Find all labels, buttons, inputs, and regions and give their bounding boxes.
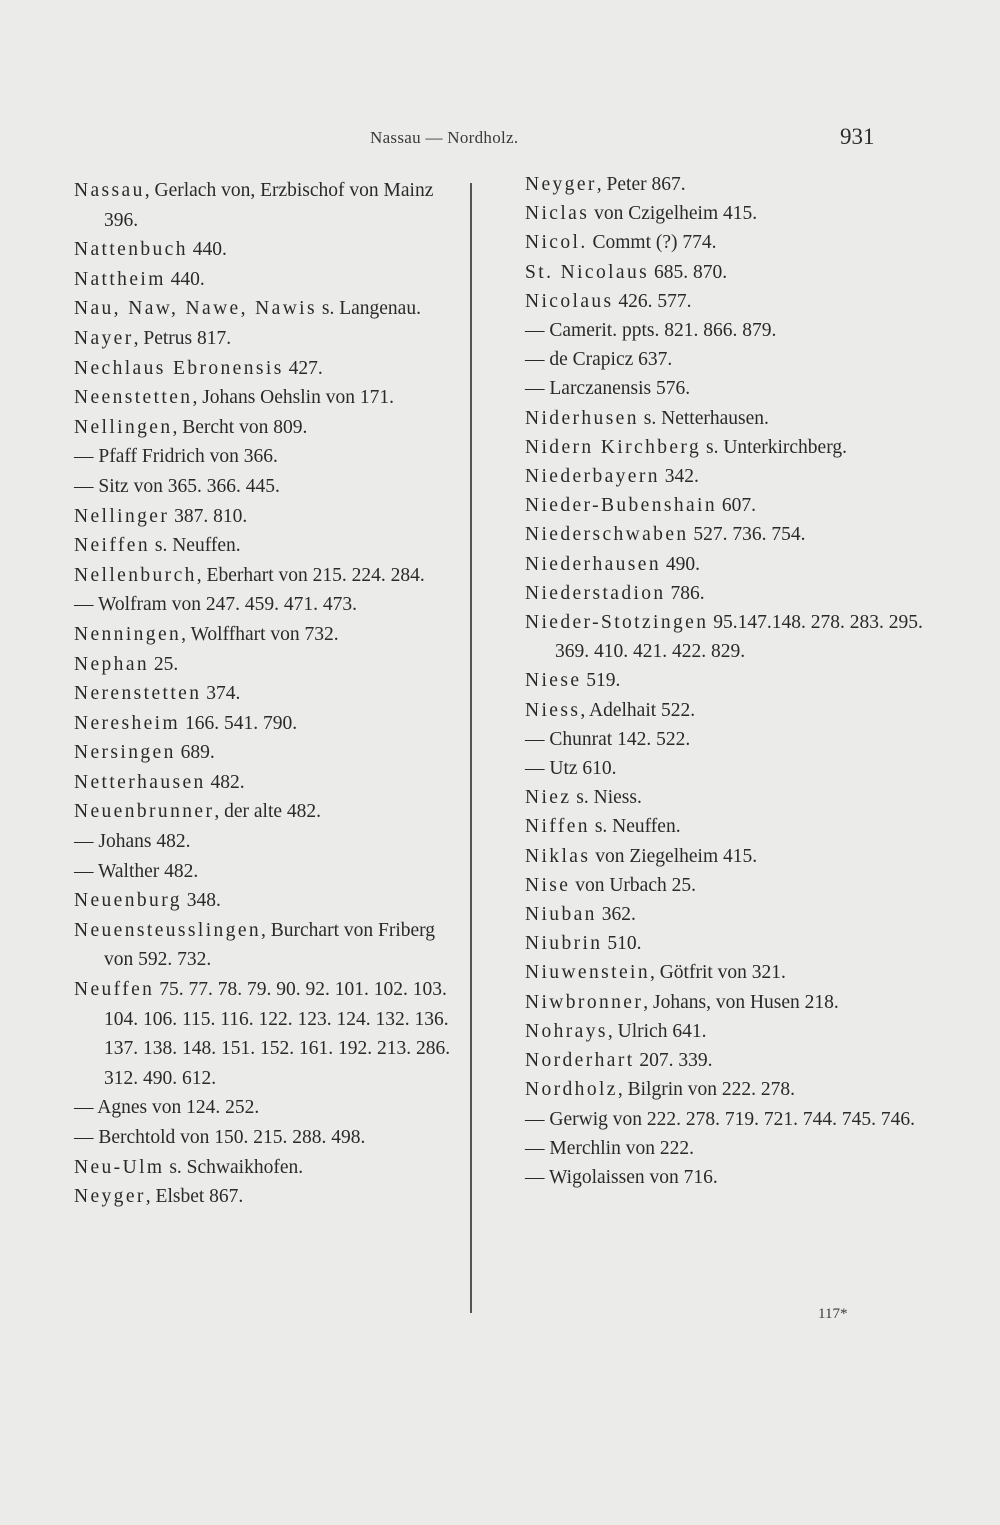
entry-references: 342. <box>659 466 699 488</box>
index-entry <box>74 975 466 1093</box>
index-entry <box>74 1153 466 1183</box>
entry-headword: Norderhart <box>525 1050 635 1072</box>
index-entry <box>74 1123 466 1153</box>
entry-headword: Niederhausen <box>525 553 662 575</box>
index-entry <box>525 491 925 520</box>
index-entry <box>74 235 466 265</box>
entry-references: von Czigelheim 415. <box>589 203 758 225</box>
entry-references: , Gerlach von, Erzbischof von Mainz 396. <box>104 180 434 231</box>
entry-headword: Niederstadion <box>525 582 666 604</box>
index-entry <box>525 812 925 841</box>
entry-headword: Niederschwaben <box>525 524 689 546</box>
entry-headword: Nerenstetten <box>74 683 202 705</box>
entry-references: — de Crapicz 637. <box>525 349 673 371</box>
index-entry <box>525 1075 925 1104</box>
entry-headword: Neyger <box>74 1186 146 1208</box>
entry-headword: Niuban <box>525 904 597 926</box>
left-column <box>74 176 466 1212</box>
entry-headword: St. Nicolaus <box>525 261 650 283</box>
index-entry <box>525 316 925 345</box>
index-entry <box>525 199 925 228</box>
entry-references: 207. 339. <box>634 1050 713 1072</box>
entry-headword: Niklas <box>525 845 591 867</box>
index-entry <box>74 768 466 798</box>
index-entry <box>74 324 466 354</box>
entry-headword: Niubrin <box>525 933 603 955</box>
entry-headword: Neresheim <box>74 712 181 734</box>
index-entry <box>525 958 925 987</box>
index-entry <box>525 345 925 374</box>
index-entry <box>74 679 466 709</box>
entry-headword: Nersingen <box>74 742 176 764</box>
entry-headword: Niwbronner <box>525 991 644 1013</box>
entry-references: — Camerit. ppts. 821. 866. 879. <box>525 320 777 342</box>
entry-references: — Wolfram von 247. 459. 471. 473. <box>74 594 357 616</box>
entry-references: , Bilgrin von 222. 278. <box>617 1079 795 1101</box>
entry-references: von Ziegelheim 415. <box>590 845 758 867</box>
entry-headword: Netterhausen <box>74 771 206 793</box>
index-entry <box>525 1163 925 1192</box>
entry-headword: Niderhusen <box>525 407 639 429</box>
entry-headword: Nattheim <box>74 268 166 290</box>
index-entry <box>525 1105 925 1134</box>
entry-references: — Merchlin von 222. <box>525 1137 694 1159</box>
index-entry <box>74 709 466 739</box>
index-entry <box>525 725 925 754</box>
entry-headword: Niederbayern <box>525 466 660 488</box>
entry-headword: Neiffen <box>74 535 150 557</box>
entry-headword: Niess <box>525 699 581 721</box>
index-entry <box>525 1134 925 1163</box>
index-entry <box>525 579 925 608</box>
index-entry <box>74 531 466 561</box>
entry-references: , der alte 482. <box>214 801 322 823</box>
index-entry <box>525 228 925 257</box>
entry-headword: Nellinger <box>74 505 170 527</box>
index-entry <box>74 1093 466 1123</box>
entry-references: 786. <box>665 582 705 604</box>
entry-references: 426. 577. <box>613 290 692 312</box>
entry-references: s. Neuffen. <box>589 816 681 838</box>
index-entry <box>74 590 466 620</box>
entry-headword: Nohrays <box>525 1020 608 1042</box>
entry-references: Commt (?) 774. <box>587 232 717 254</box>
index-entry <box>525 1046 925 1075</box>
entry-references: — Agnes von 124. 252. <box>74 1097 260 1119</box>
entry-headword: Nicolaus <box>525 290 614 312</box>
index-entry <box>525 1017 925 1046</box>
entry-references: , Johans, von Husen 218. <box>643 991 839 1013</box>
entry-references: 607. <box>717 495 757 517</box>
entry-references: , Burchart von Friberg von 592. 732. <box>104 919 436 971</box>
index-entry <box>74 620 466 650</box>
index-entry <box>525 550 925 579</box>
entry-headword: Neyger <box>525 174 597 195</box>
entry-references: s. Unterkirchberg. <box>701 436 847 458</box>
entry-headword: Neuensteusslingen <box>74 919 262 941</box>
entry-headword: Nayer <box>74 327 134 349</box>
entry-references: — Gerwig von 222. 278. 719. 721. 744. 745. 746. <box>525 1108 915 1130</box>
entry-headword: Nau, Naw, Nawe, Nawis <box>74 298 317 320</box>
entry-headword: Nephan <box>74 653 150 675</box>
entry-references: 387. 810. <box>169 505 248 527</box>
index-entry <box>525 871 925 900</box>
index-entry <box>525 929 925 958</box>
page-number: 931 <box>840 124 875 149</box>
entry-headword: Niez <box>525 787 572 809</box>
entry-headword: Nidern Kirchberg <box>525 436 702 458</box>
index-entry <box>74 916 466 975</box>
entry-references: — Sitz von 365. 366. 445. <box>74 475 280 497</box>
index-entry <box>74 354 466 384</box>
entry-references: , Wolffhart von 732. <box>181 623 339 645</box>
entry-headword: Neenstetten <box>74 387 193 409</box>
index-entry <box>74 886 466 916</box>
entry-references: s. Netterhausen. <box>638 407 769 429</box>
entry-references: — Pfaff Fridrich von 366. <box>74 446 278 468</box>
entry-headword: Niffen <box>525 816 590 838</box>
entry-references: , Ulrich 641. <box>607 1020 707 1042</box>
entry-references: , Petrus 817. <box>133 327 232 349</box>
entry-references: 75. 77. 78. 79. 90. 92. 101. 102. 103. 104. 106. 115. 116. 122. 123. 124. 132. 136. 137. 138. 148. 151. 152. 161. 192. 213. 286. 312. 490. 612. <box>104 979 451 1089</box>
running-title: Nassau — Nordholz. <box>370 128 519 147</box>
entry-references: , Götfrit von 321. <box>649 962 786 984</box>
entry-references: 362. <box>596 904 636 926</box>
index-entry <box>525 287 925 316</box>
index-entry <box>525 258 925 287</box>
entry-headword: Nicol. <box>525 232 588 254</box>
entry-references: , Adelhait 522. <box>580 699 696 721</box>
entry-headword: Niclas <box>525 203 590 225</box>
index-entry <box>525 433 925 462</box>
index-entry <box>525 170 925 199</box>
entry-references: , Bercht von 809. <box>172 416 308 438</box>
entry-references: — Utz 610. <box>525 758 617 780</box>
index-entry <box>74 413 466 443</box>
index-entry <box>525 404 925 433</box>
entry-references: 348. <box>181 890 221 912</box>
entry-references: von Urbach 25. <box>570 874 696 896</box>
entry-headword: Nise <box>525 874 571 896</box>
index-entry <box>74 176 466 235</box>
entry-references: s. Langenau. <box>317 298 421 320</box>
index-entry <box>525 374 925 403</box>
index-entry <box>525 520 925 549</box>
entry-references: — Berchtold von 150. 215. 288. 498. <box>74 1127 366 1148</box>
entry-references: 440. <box>165 268 205 290</box>
entry-references: , Peter 867. <box>596 174 686 195</box>
index-entry <box>525 666 925 695</box>
index-entry <box>525 988 925 1017</box>
entry-headword: Nieder-Bubenshain <box>525 495 718 517</box>
index-entry <box>74 1182 466 1212</box>
index-entry <box>525 608 925 666</box>
index-entry <box>74 294 466 324</box>
entry-references: 519. <box>581 670 621 692</box>
index-entry <box>525 783 925 812</box>
entry-headword: Neuffen <box>74 979 155 1001</box>
entry-references: , Johans Oehslin von 171. <box>192 387 394 409</box>
column-divider <box>470 183 472 1313</box>
entry-headword: Niese <box>525 670 582 692</box>
entry-references: 685. 870. <box>649 261 728 283</box>
entry-references: 527. 736. 754. <box>688 524 806 546</box>
entry-headword: Nechlaus Ebronensis <box>74 357 284 379</box>
signature-mark: 117* <box>818 1306 848 1322</box>
entry-references: s. Niess. <box>571 787 642 809</box>
entry-headword: Nellenburch <box>74 564 197 586</box>
index-entry <box>74 827 466 857</box>
entry-headword: Nellingen <box>74 416 173 438</box>
entry-references: 490. <box>661 553 701 575</box>
entry-references: 440. <box>187 239 227 261</box>
index-entry <box>74 265 466 295</box>
entry-headword: Neu-Ulm <box>74 1156 165 1178</box>
index-entry <box>74 650 466 680</box>
entry-references: , Elsbet 867. <box>145 1186 244 1208</box>
index-entry <box>74 472 466 502</box>
index-entry <box>525 754 925 783</box>
entry-references: — Larczanensis 576. <box>525 378 691 400</box>
index-entry <box>74 797 466 827</box>
right-column <box>525 170 925 1192</box>
entry-references: 374. <box>201 683 241 705</box>
entry-headword: Neuenburg <box>74 890 182 912</box>
index-entry <box>74 383 466 413</box>
entry-references: 689. <box>175 742 215 764</box>
index-entry <box>74 857 466 887</box>
index-entry <box>525 696 925 725</box>
entry-headword: Nieder-Stotzingen <box>525 612 709 634</box>
entry-references: — Johans 482. <box>74 831 191 853</box>
entry-references: 166. 541. 790. <box>180 712 298 734</box>
index-entry <box>74 442 466 472</box>
index-entry <box>74 738 466 768</box>
index-entry <box>525 462 925 491</box>
index-entry <box>525 900 925 929</box>
entry-references: — Chunrat 142. 522. <box>525 728 691 750</box>
entry-headword: Nordholz <box>525 1079 618 1101</box>
index-entry <box>74 561 466 591</box>
entry-references: — Wigolaissen von 716. <box>525 1166 718 1188</box>
entry-references: s. Neuffen. <box>150 535 241 557</box>
entry-references: 95.147.148. 278. 283. 295. 369. 410. 421. 422. 829. <box>555 612 923 663</box>
index-entry <box>74 502 466 532</box>
entry-references: 25. <box>149 653 179 675</box>
entry-references: 510. <box>602 933 642 955</box>
entry-references: — Walther 482. <box>74 860 199 882</box>
entry-references: , Eberhart von 215. 224. 284. <box>196 564 425 586</box>
entry-headword: Niuwenstein <box>525 962 650 984</box>
entry-references: s. Schwaikhofen. <box>164 1156 304 1178</box>
index-entry <box>525 842 925 871</box>
entry-references: 427. <box>283 357 323 379</box>
entry-headword: Nenningen <box>74 623 182 645</box>
entry-headword: Neuenbrunner <box>74 801 215 823</box>
entry-headword: Nassau <box>74 180 145 201</box>
entry-references: 482. <box>205 771 245 793</box>
entry-headword: Nattenbuch <box>74 239 188 261</box>
